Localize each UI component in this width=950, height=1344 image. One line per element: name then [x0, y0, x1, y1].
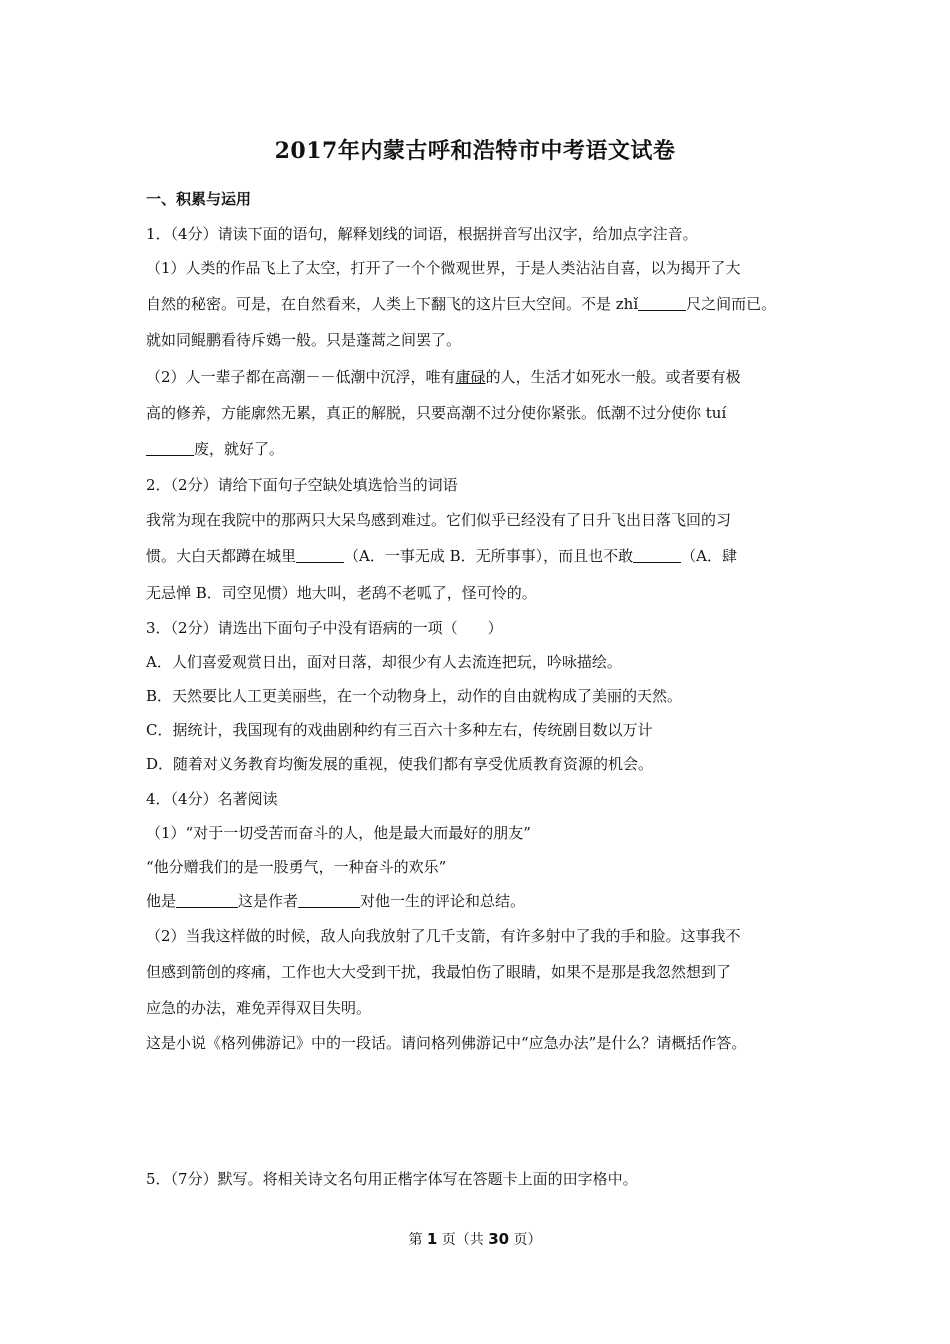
footer-text: 页（共	[437, 1232, 489, 1248]
question-4-passage-1-line-2: “他分赠我们的是一股勇气，一种奋斗的欢乐”	[146, 858, 447, 876]
underlined-word: 庸碌	[455, 368, 486, 386]
answer-blank	[146, 439, 194, 456]
text-segment: 惯。大白天都蹲在城里	[146, 547, 297, 565]
text-segment: 的人，生活才如死水一般。或者要有极	[485, 368, 741, 386]
answer-blank	[633, 546, 681, 563]
text-segment: 对他一生的评论和总结。	[360, 892, 526, 910]
total-page-count: 30	[488, 1230, 510, 1248]
question-1-passage-2-line-1	[146, 367, 816, 387]
page-footer	[0, 1229, 950, 1249]
question-4-passage-1-line-1: （1）“对于一切受苦而奋斗的人，他是最大而最好的朋友”	[146, 824, 531, 842]
question-4-passage-2-line-3: 应急的办法，难免弄得双目失明。	[146, 999, 372, 1017]
question-2-heading: 2．（2分）请给下面句子空缺处填选恰当的词语	[146, 476, 458, 494]
question-1-passage-1-line-2	[146, 294, 816, 314]
question-2-line-3: 无忌惮 B．司空见惯）地大叫，老鸹不老呱了，怪可怜的。	[146, 584, 537, 602]
text-segment: 尺之间而已。	[686, 295, 777, 313]
answer-blank	[176, 891, 238, 908]
text-segment: 这是作者	[238, 892, 299, 910]
question-2-line-2	[146, 546, 816, 566]
question-3-option-a: A．人们喜爱观赏日出，面对日落，却很少有人去流连把玩，吟咏描绘。	[146, 653, 622, 671]
answer-blank	[296, 546, 344, 563]
answer-blank	[638, 294, 686, 311]
question-3-heading: 3．（2分）请选出下面句子中没有语病的一项（ ）	[146, 619, 503, 637]
section-heading: 一、积累与运用	[146, 190, 252, 208]
text-segment: （A．一事无成 B．无所事事），而且也不敢	[344, 547, 634, 565]
question-1-passage-2-line-3	[146, 439, 816, 459]
question-2-line-1: 我常为现在我院中的那两只大呆鸟感到难过。它们似乎已经没有了日升飞出日落飞回的习	[146, 511, 732, 529]
footer-text: 页）	[509, 1232, 542, 1248]
page-title: 2017年内蒙古呼和浩特市中考语文试卷	[274, 138, 676, 164]
answer-blank	[298, 891, 360, 908]
current-page-number: 1	[426, 1230, 438, 1248]
question-4-passage-1-line-3	[146, 891, 816, 911]
question-1-passage-1-line-3: 就如同鲲鹏看待斥鴳一般。只是蓬蒿之间罢了。	[146, 331, 462, 349]
question-3-option-c: C．据统计，我国现有的戏曲剧种约有三百六十多种左右，传统剧目数以万计	[146, 721, 653, 739]
text-segment: 废，就好了。	[194, 440, 285, 458]
question-4-passage-2-line-2: 但感到箭创的疼痛，工作也大大受到干扰，我最怕伤了眼睛，如果不是那是我忽然想到了	[146, 963, 732, 981]
question-3-option-d: D．随着对义务教育均衡发展的重视，使我们都有享受优质教育资源的机会。	[146, 755, 654, 773]
question-1-passage-2-line-2: 高的修养，方能廓然无累，真正的解脱，只要高潮不过分使你紧张。低潮不过分使你 tuí	[146, 404, 727, 422]
text-segment: 自然的秘密。可是，在自然看来，人类上下翻飞的这片巨大空间。不是 zhǐ	[146, 295, 639, 313]
question-4-passage-2-line-4: 这是小说《格列佛游记》中的一段话。请问格列佛游记中“应急办法”是什么？请概括作答。	[146, 1034, 747, 1052]
question-4-heading: 4．（4分）名著阅读	[146, 790, 278, 808]
text-segment: 他是	[146, 892, 177, 910]
question-3-option-b: B．天然要比人工更美丽些，在一个动物身上，动作的自由就构成了美丽的天然。	[146, 687, 683, 705]
question-1-heading: 1．（4分）请读下面的语句，解释划线的词语，根据拼音写出汉字，给加点字注音。	[146, 225, 698, 243]
text-segment: （2）人一辈子都在高潮－－低潮中沉浮，唯有	[146, 368, 456, 386]
footer-text: 第	[408, 1232, 427, 1248]
text-segment: （A．肆	[681, 547, 737, 565]
question-1-passage-1-line-1: （1）人类的作品飞上了太空，打开了一个个微观世界，于是人类沾沾自喜，以为揭开了大	[146, 259, 741, 277]
question-4-passage-2-line-1: （2）当我这样做的时候，敌人向我放射了几千支箭，有许多射中了我的手和脸。这事我不	[146, 927, 741, 945]
question-5-heading: 5．（7分）默写。将相关诗文名句用正楷字体写在答题卡上面的田字格中。	[146, 1170, 638, 1188]
